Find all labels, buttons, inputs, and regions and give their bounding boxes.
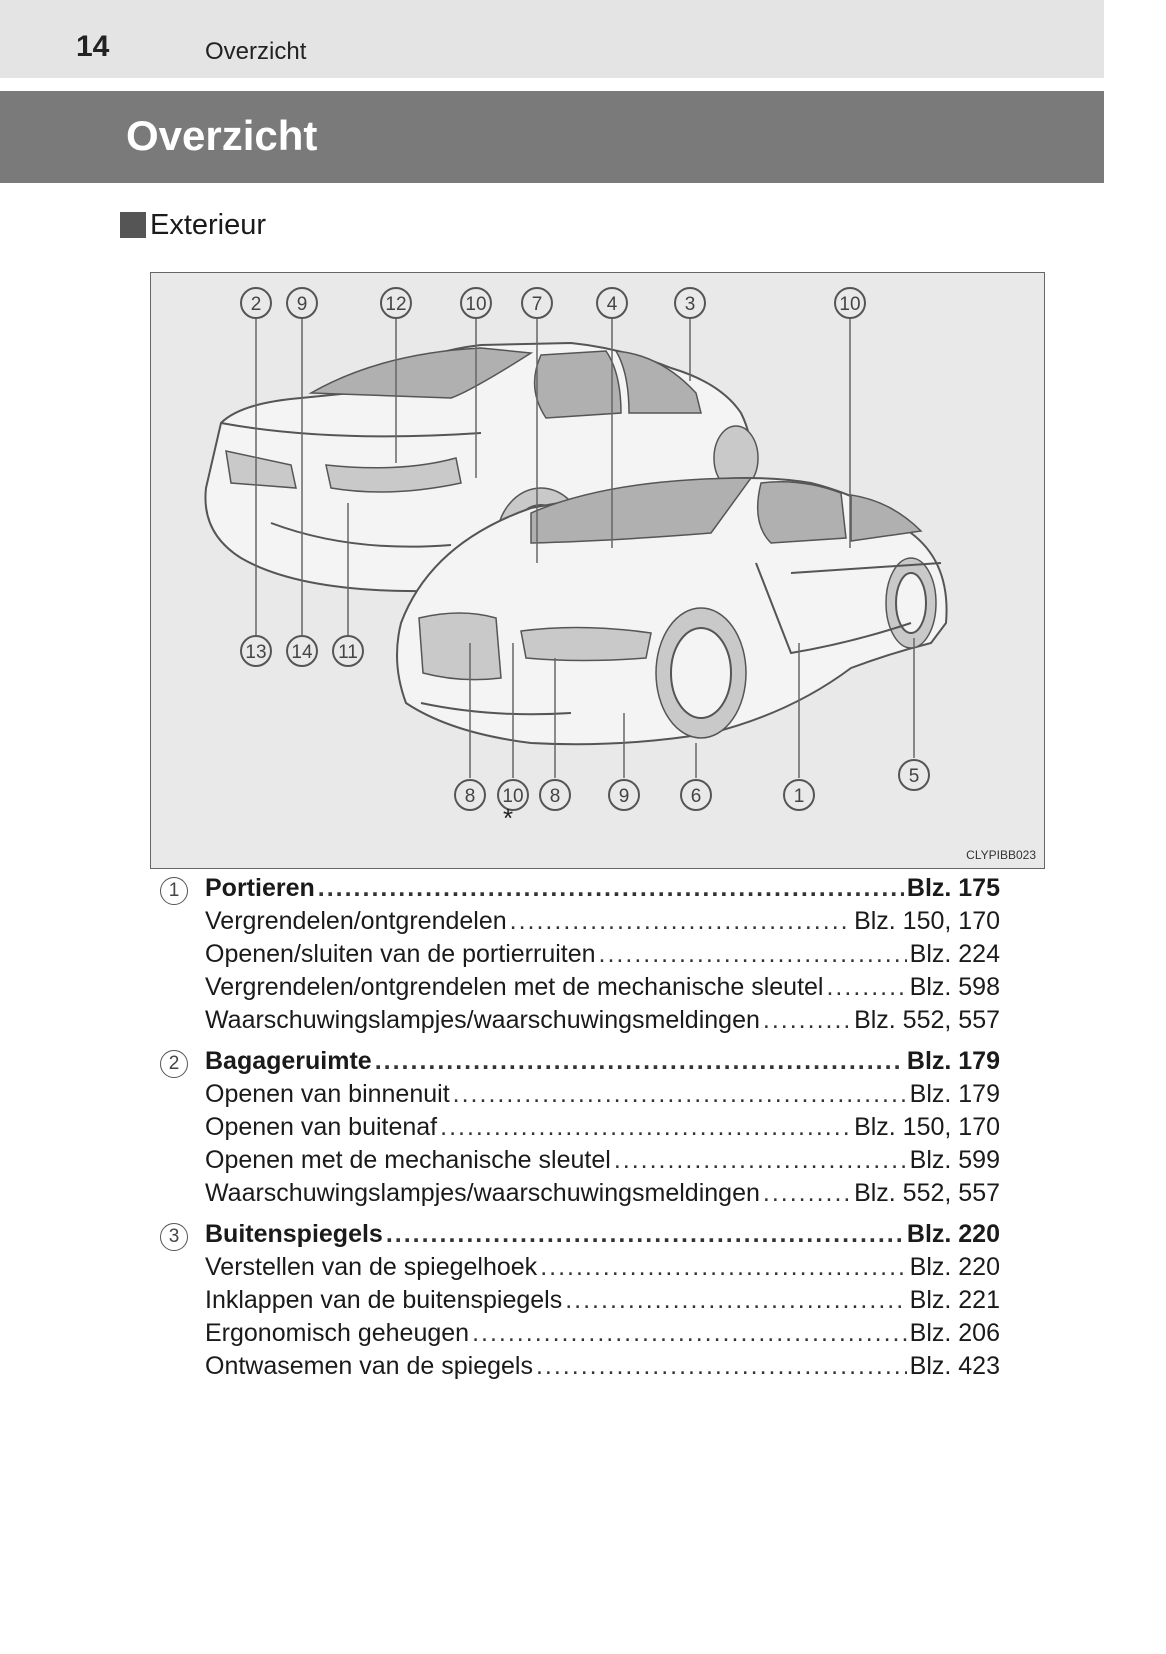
sub-entry bbox=[205, 1080, 1000, 1113]
sub-entry bbox=[205, 1253, 1000, 1286]
callout-9 bbox=[287, 288, 317, 318]
callout-1 bbox=[784, 780, 814, 810]
entry-page: Blz. 599 bbox=[909, 1146, 1000, 1174]
svg-text:10: 10 bbox=[465, 294, 487, 315]
entry-page: Blz. 224 bbox=[909, 940, 1000, 968]
item-number: 1 bbox=[160, 877, 188, 905]
leader-dots bbox=[614, 1146, 907, 1175]
entry-page: Blz. 179 bbox=[906, 1047, 1000, 1075]
car-drawing bbox=[151, 273, 1044, 868]
callout-5 bbox=[899, 760, 929, 790]
entry-page: Blz. 423 bbox=[909, 1352, 1000, 1380]
svg-text:8: 8 bbox=[464, 786, 476, 807]
item-number: 2 bbox=[160, 1050, 188, 1078]
leader-dots bbox=[536, 1352, 907, 1381]
leader-dots bbox=[453, 1080, 907, 1109]
sub-entry bbox=[205, 1146, 1000, 1179]
leader-dots bbox=[540, 1253, 906, 1282]
entry-page: Blz. 150, 170 bbox=[854, 907, 1000, 935]
callouts-bottom bbox=[455, 760, 929, 810]
entry-label: Portieren bbox=[205, 874, 315, 902]
list-item bbox=[160, 1047, 1000, 1212]
figure-code: CLYPIBB023 bbox=[966, 848, 1036, 862]
svg-text:3: 3 bbox=[684, 294, 696, 315]
section-title: Exterieur bbox=[150, 208, 267, 241]
entry-label: Openen met de mechanische sleutel bbox=[205, 1146, 611, 1174]
callout-10b bbox=[835, 288, 865, 318]
svg-text:11: 11 bbox=[338, 642, 358, 663]
section-heading bbox=[120, 210, 266, 240]
leader-dots bbox=[599, 940, 907, 969]
header-divider bbox=[0, 78, 1104, 80]
entry-label: Ontwasemen van de spiegels bbox=[205, 1352, 533, 1380]
svg-text:14: 14 bbox=[291, 642, 313, 663]
entry-page: Blz. 552, 557 bbox=[854, 1006, 1000, 1034]
main-entry bbox=[205, 1047, 1000, 1080]
leader-dots bbox=[510, 907, 851, 936]
header-band bbox=[0, 0, 1104, 78]
sub-entry bbox=[205, 1006, 1000, 1039]
entry-label: Inklappen van de buitenspiegels bbox=[205, 1286, 563, 1314]
leader-dots bbox=[763, 1179, 851, 1208]
callout-11 bbox=[333, 636, 363, 666]
sub-entry bbox=[205, 1319, 1000, 1352]
callout-2 bbox=[241, 288, 271, 318]
entry-page: Blz. 220 bbox=[909, 1253, 1000, 1281]
svg-text:9: 9 bbox=[296, 294, 308, 315]
sub-entry bbox=[205, 1286, 1000, 1319]
callout-4 bbox=[597, 288, 627, 318]
entry-label: Waarschuwingslampjes/waarschuwingsmeldingen bbox=[205, 1179, 760, 1207]
callout-12 bbox=[381, 288, 411, 318]
sub-entry bbox=[205, 1352, 1000, 1385]
entry-page: Blz. 220 bbox=[906, 1220, 1000, 1248]
svg-text:6: 6 bbox=[690, 786, 702, 807]
main-entry bbox=[205, 1220, 1000, 1253]
leader-dots bbox=[472, 1319, 907, 1348]
svg-text:13: 13 bbox=[245, 642, 267, 663]
sub-entry bbox=[205, 1113, 1000, 1146]
entry-page: Blz. 179 bbox=[909, 1080, 1000, 1108]
svg-text:1: 1 bbox=[793, 786, 805, 807]
entry-label: Vergrendelen/ontgrendelen met de mechanische sleutel bbox=[205, 973, 824, 1001]
svg-text:2: 2 bbox=[250, 294, 262, 315]
callout-13 bbox=[241, 636, 271, 666]
svg-text:10: 10 bbox=[502, 786, 524, 807]
callout-10 bbox=[461, 288, 491, 318]
svg-text:12: 12 bbox=[385, 294, 407, 315]
entry-page: Blz. 598 bbox=[909, 973, 1000, 1001]
entry-label: Buitenspiegels bbox=[205, 1220, 383, 1248]
entry-page: Blz. 221 bbox=[909, 1286, 1000, 1314]
entry-label: Ergonomisch geheugen bbox=[205, 1319, 470, 1347]
leader-dots bbox=[763, 1006, 851, 1035]
page-title: Overzicht bbox=[126, 112, 318, 159]
item-number: 3 bbox=[160, 1223, 188, 1251]
callout-7 bbox=[522, 288, 552, 318]
callout-14 bbox=[287, 636, 317, 666]
callout-8 bbox=[455, 780, 485, 810]
callout-8b bbox=[540, 780, 570, 810]
asterisk-note-marker: * bbox=[503, 803, 514, 833]
entry-page: Blz. 206 bbox=[909, 1319, 1000, 1347]
entry-label: Waarschuwingslampjes/waarschuwingsmeldingen bbox=[205, 1006, 760, 1034]
leader-dots bbox=[318, 874, 904, 903]
leader-dots bbox=[375, 1047, 904, 1076]
callout-3 bbox=[675, 288, 705, 318]
svg-text:9: 9 bbox=[618, 786, 630, 807]
entry-page: Blz. 552, 557 bbox=[854, 1179, 1000, 1207]
running-head: Overzicht bbox=[205, 38, 307, 65]
reference-list bbox=[160, 874, 1000, 1393]
entry-label: Verstellen van de spiegelhoek bbox=[205, 1253, 538, 1281]
svg-text:8: 8 bbox=[549, 786, 561, 807]
leader-dots bbox=[565, 1286, 906, 1315]
entry-label: Vergrendelen/ontgrendelen bbox=[205, 907, 507, 935]
leader-dots bbox=[440, 1113, 851, 1142]
leader-dots bbox=[826, 973, 906, 1002]
list-item bbox=[160, 874, 1000, 1039]
svg-text:7: 7 bbox=[531, 294, 543, 315]
section-bullet-icon bbox=[120, 212, 146, 238]
entry-label: Bagageruimte bbox=[205, 1047, 372, 1075]
callouts-left bbox=[241, 636, 363, 666]
callout-9b bbox=[609, 780, 639, 810]
entry-label: Openen/sluiten van de portierruiten bbox=[205, 940, 596, 968]
callout-6 bbox=[681, 780, 711, 810]
list-item bbox=[160, 1220, 1000, 1385]
entry-label: Openen van binnenuit bbox=[205, 1080, 450, 1108]
sub-entry bbox=[205, 973, 1000, 1006]
main-entry bbox=[205, 874, 1000, 907]
svg-text:4: 4 bbox=[606, 294, 618, 315]
entry-page: Blz. 175 bbox=[906, 874, 1000, 902]
car-exterior-illustration bbox=[150, 272, 1045, 869]
sub-entry bbox=[205, 1179, 1000, 1212]
entry-label: Openen van buitenaf bbox=[205, 1113, 438, 1141]
callouts-top bbox=[241, 288, 865, 318]
leader-dots bbox=[386, 1220, 904, 1249]
page-number: 14 bbox=[76, 30, 110, 63]
svg-text:5: 5 bbox=[908, 766, 920, 787]
sub-entry bbox=[205, 940, 1000, 973]
svg-text:10: 10 bbox=[839, 294, 861, 315]
sub-entry bbox=[205, 907, 1000, 940]
entry-page: Blz. 150, 170 bbox=[854, 1113, 1000, 1141]
